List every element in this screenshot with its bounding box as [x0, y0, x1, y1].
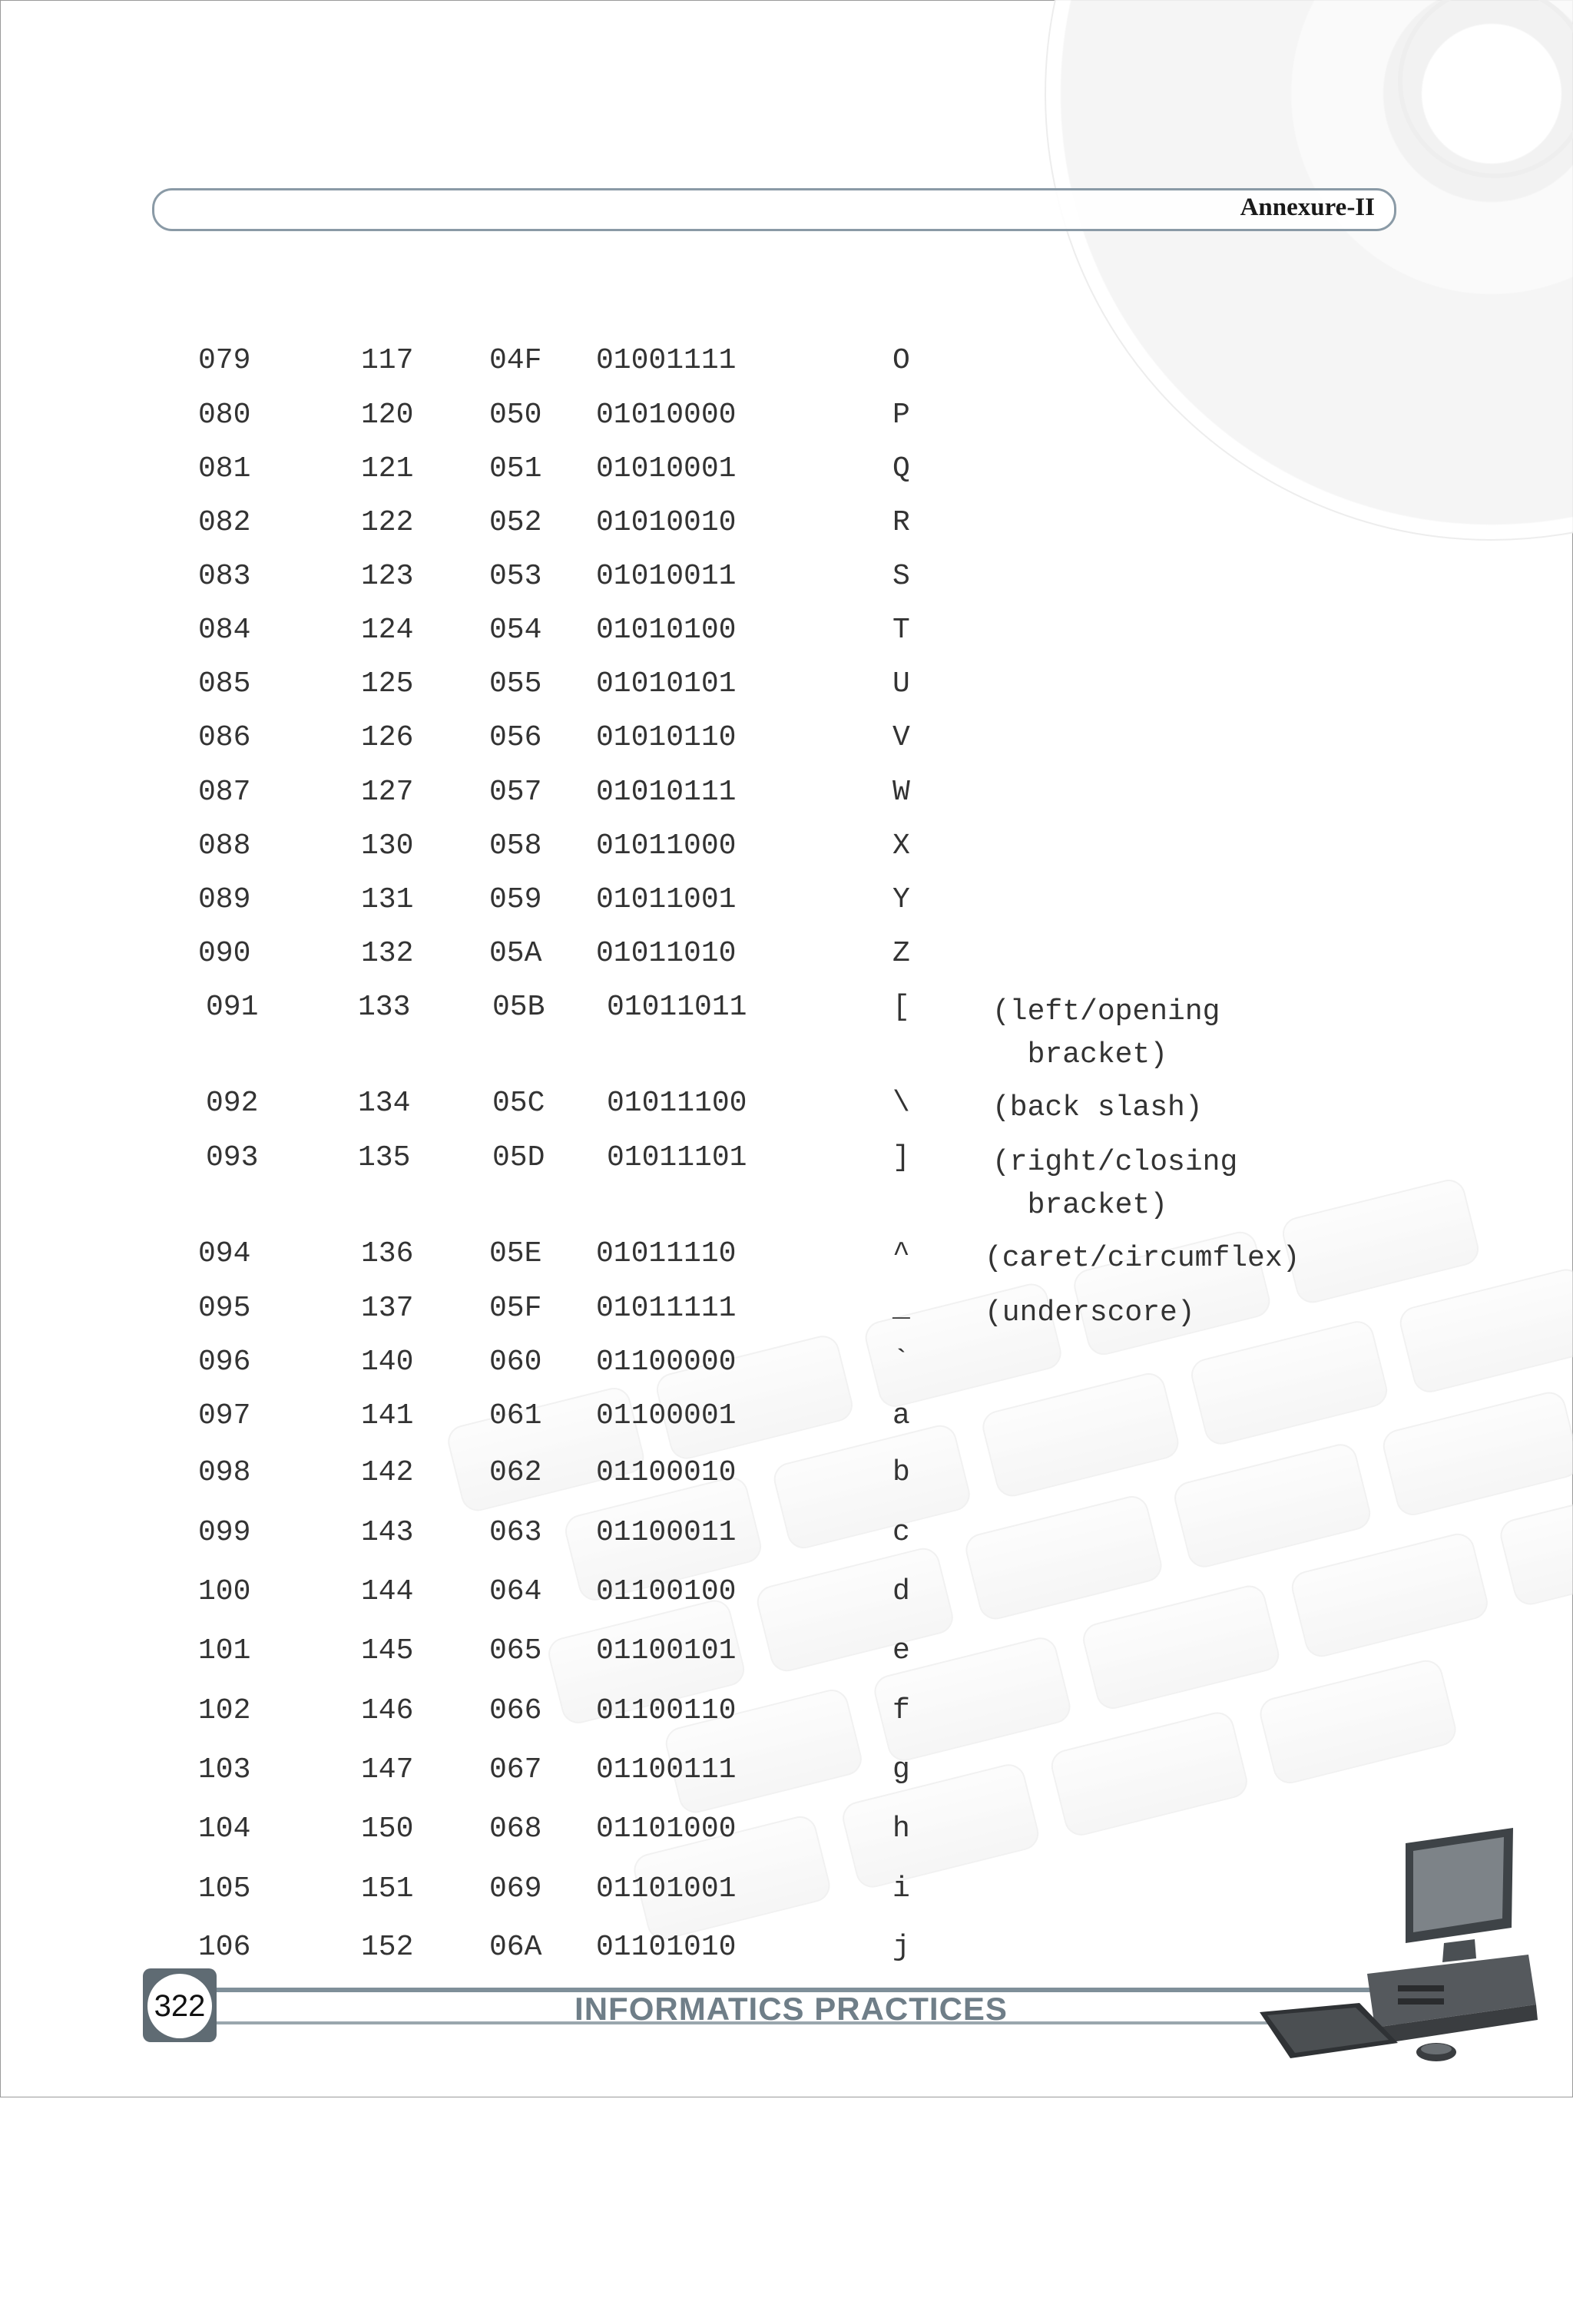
octal-cell: 144: [361, 1575, 414, 1608]
character-cell: d: [892, 1575, 910, 1608]
binary-cell: 01011111: [596, 1292, 737, 1325]
binary-cell: 01101000: [596, 1813, 737, 1846]
character-cell: O: [892, 344, 910, 377]
binary-cell: 01011000: [596, 829, 737, 862]
hex-cell: 06A: [489, 1931, 542, 1964]
octal-cell: 122: [361, 506, 414, 539]
character-cell: c: [892, 1516, 910, 1549]
description-cell: (right/closing bracket): [992, 1146, 1238, 1222]
hex-cell: 050: [489, 399, 542, 432]
decimal-cell: 106: [198, 1931, 251, 1964]
character-cell: X: [892, 829, 910, 862]
octal-cell: 135: [358, 1141, 411, 1174]
octal-cell: 140: [361, 1346, 414, 1379]
binary-cell: 01100110: [596, 1694, 737, 1727]
annexure-title: Annexure-II: [1240, 194, 1375, 221]
decimal-cell: 103: [198, 1753, 251, 1786]
octal-cell: 152: [361, 1931, 414, 1964]
character-cell: a: [892, 1399, 910, 1432]
decimal-cell: 099: [198, 1516, 251, 1549]
description-cell: (underscore): [985, 1296, 1195, 1329]
character-cell: T: [892, 614, 910, 647]
binary-cell: 01011101: [607, 1141, 747, 1174]
character-cell: [: [892, 991, 910, 1024]
binary-cell: 01100101: [596, 1634, 737, 1667]
hex-cell: 069: [489, 1872, 542, 1905]
hex-cell: 05A: [489, 937, 542, 970]
character-cell: R: [892, 506, 910, 539]
hex-cell: 066: [489, 1694, 542, 1727]
hex-cell: 056: [489, 721, 542, 754]
octal-cell: 124: [361, 614, 414, 647]
decimal-cell: 087: [198, 776, 251, 809]
binary-cell: 01010001: [596, 452, 737, 485]
binary-cell: 01010110: [596, 721, 737, 754]
hex-cell: 051: [489, 452, 542, 485]
decimal-cell: 091: [206, 991, 259, 1024]
hex-cell: 063: [489, 1516, 542, 1549]
character-cell: f: [892, 1694, 910, 1727]
octal-cell: 123: [361, 560, 414, 593]
decimal-cell: 090: [198, 937, 251, 970]
description-cell: (caret/circumflex): [985, 1242, 1300, 1275]
decimal-cell: 097: [198, 1399, 251, 1432]
hex-cell: 055: [489, 667, 542, 700]
binary-cell: 01011110: [596, 1237, 737, 1270]
binary-cell: 01100001: [596, 1399, 737, 1432]
character-cell: V: [892, 721, 910, 754]
octal-cell: 131: [361, 883, 414, 916]
decimal-cell: 083: [198, 560, 251, 593]
character-cell: Y: [892, 883, 910, 916]
character-cell: h: [892, 1813, 910, 1846]
header-bar: [152, 188, 1396, 231]
hex-cell: 05F: [489, 1292, 542, 1325]
decimal-cell: 082: [198, 506, 251, 539]
binary-cell: 01011100: [607, 1087, 747, 1120]
hex-cell: 053: [489, 560, 542, 593]
binary-cell: 01010101: [596, 667, 737, 700]
decimal-cell: 105: [198, 1872, 251, 1905]
octal-cell: 142: [361, 1456, 414, 1489]
binary-cell: 01010011: [596, 560, 737, 593]
hex-cell: 057: [489, 776, 542, 809]
decimal-cell: 095: [198, 1292, 251, 1325]
octal-cell: 126: [361, 721, 414, 754]
decimal-cell: 092: [206, 1087, 259, 1120]
decimal-cell: 101: [198, 1634, 251, 1667]
hex-cell: 058: [489, 829, 542, 862]
decimal-cell: 080: [198, 399, 251, 432]
binary-cell: 01010000: [596, 399, 737, 432]
octal-cell: 145: [361, 1634, 414, 1667]
binary-cell: 01100010: [596, 1456, 737, 1489]
octal-cell: 133: [358, 991, 411, 1024]
description-cell: (back slash): [992, 1091, 1203, 1124]
binary-cell: 01011011: [607, 991, 747, 1024]
decimal-cell: 086: [198, 721, 251, 754]
octal-cell: 136: [361, 1237, 414, 1270]
binary-cell: 01010010: [596, 506, 737, 539]
hex-cell: 059: [489, 883, 542, 916]
character-cell: `: [892, 1346, 910, 1379]
hex-cell: 061: [489, 1399, 542, 1432]
octal-cell: 132: [361, 937, 414, 970]
hex-cell: 052: [489, 506, 542, 539]
character-cell: j: [892, 1931, 910, 1964]
decimal-cell: 088: [198, 829, 251, 862]
book-title: INFORMATICS PRACTICES: [575, 1991, 1008, 2027]
decimal-cell: 102: [198, 1694, 251, 1727]
octal-cell: 143: [361, 1516, 414, 1549]
octal-cell: 134: [358, 1087, 411, 1120]
binary-cell: 01011001: [596, 883, 737, 916]
binary-cell: 01101010: [596, 1931, 737, 1964]
character-cell: U: [892, 667, 910, 700]
binary-cell: 01001111: [596, 344, 737, 377]
octal-cell: 117: [361, 344, 414, 377]
decimal-cell: 096: [198, 1346, 251, 1379]
hex-cell: 04F: [489, 344, 542, 377]
binary-cell: 01011010: [596, 937, 737, 970]
hex-cell: 065: [489, 1634, 542, 1667]
binary-cell: 01010100: [596, 614, 737, 647]
octal-cell: 150: [361, 1813, 414, 1846]
decimal-cell: 104: [198, 1813, 251, 1846]
octal-cell: 125: [361, 667, 414, 700]
character-cell: _: [892, 1292, 910, 1325]
octal-cell: 130: [361, 829, 414, 862]
description-cell: (left/opening bracket): [992, 995, 1220, 1071]
octal-cell: 141: [361, 1399, 414, 1432]
character-cell: W: [892, 776, 910, 809]
octal-cell: 121: [361, 452, 414, 485]
octal-cell: 120: [361, 399, 414, 432]
hex-cell: 062: [489, 1456, 542, 1489]
octal-cell: 146: [361, 1694, 414, 1727]
decimal-cell: 093: [206, 1141, 259, 1174]
hex-cell: 05D: [492, 1141, 545, 1174]
octal-cell: 151: [361, 1872, 414, 1905]
hex-cell: 060: [489, 1346, 542, 1379]
decimal-cell: 085: [198, 667, 251, 700]
character-cell: Z: [892, 937, 910, 970]
character-cell: e: [892, 1634, 910, 1667]
page-number: 322: [147, 1974, 212, 2038]
decimal-cell: 081: [198, 452, 251, 485]
decimal-cell: 098: [198, 1456, 251, 1489]
binary-cell: 01100111: [596, 1753, 737, 1786]
decimal-cell: 094: [198, 1237, 251, 1270]
character-cell: b: [892, 1456, 910, 1489]
octal-cell: 147: [361, 1753, 414, 1786]
binary-cell: 01100011: [596, 1516, 737, 1549]
binary-cell: 01010111: [596, 776, 737, 809]
hex-cell: 054: [489, 614, 542, 647]
octal-cell: 137: [361, 1292, 414, 1325]
decimal-cell: 100: [198, 1575, 251, 1608]
octal-cell: 127: [361, 776, 414, 809]
character-cell: ^: [892, 1237, 910, 1270]
decimal-cell: 089: [198, 883, 251, 916]
character-cell: Q: [892, 452, 910, 485]
computer-icon: [1252, 1828, 1559, 2074]
character-cell: S: [892, 560, 910, 593]
decimal-cell: 079: [198, 344, 251, 377]
character-cell: ]: [892, 1141, 910, 1174]
decimal-cell: 084: [198, 614, 251, 647]
binary-cell: 01100000: [596, 1346, 737, 1379]
hex-cell: 05B: [492, 991, 545, 1024]
hex-cell: 05C: [492, 1087, 545, 1120]
character-cell: g: [892, 1753, 910, 1786]
hex-cell: 068: [489, 1813, 542, 1846]
character-cell: P: [892, 399, 910, 432]
binary-cell: 01100100: [596, 1575, 737, 1608]
hex-cell: 067: [489, 1753, 542, 1786]
character-cell: \: [892, 1087, 910, 1120]
hex-cell: 064: [489, 1575, 542, 1608]
character-cell: i: [892, 1872, 910, 1905]
binary-cell: 01101001: [596, 1872, 737, 1905]
hex-cell: 05E: [489, 1237, 542, 1270]
